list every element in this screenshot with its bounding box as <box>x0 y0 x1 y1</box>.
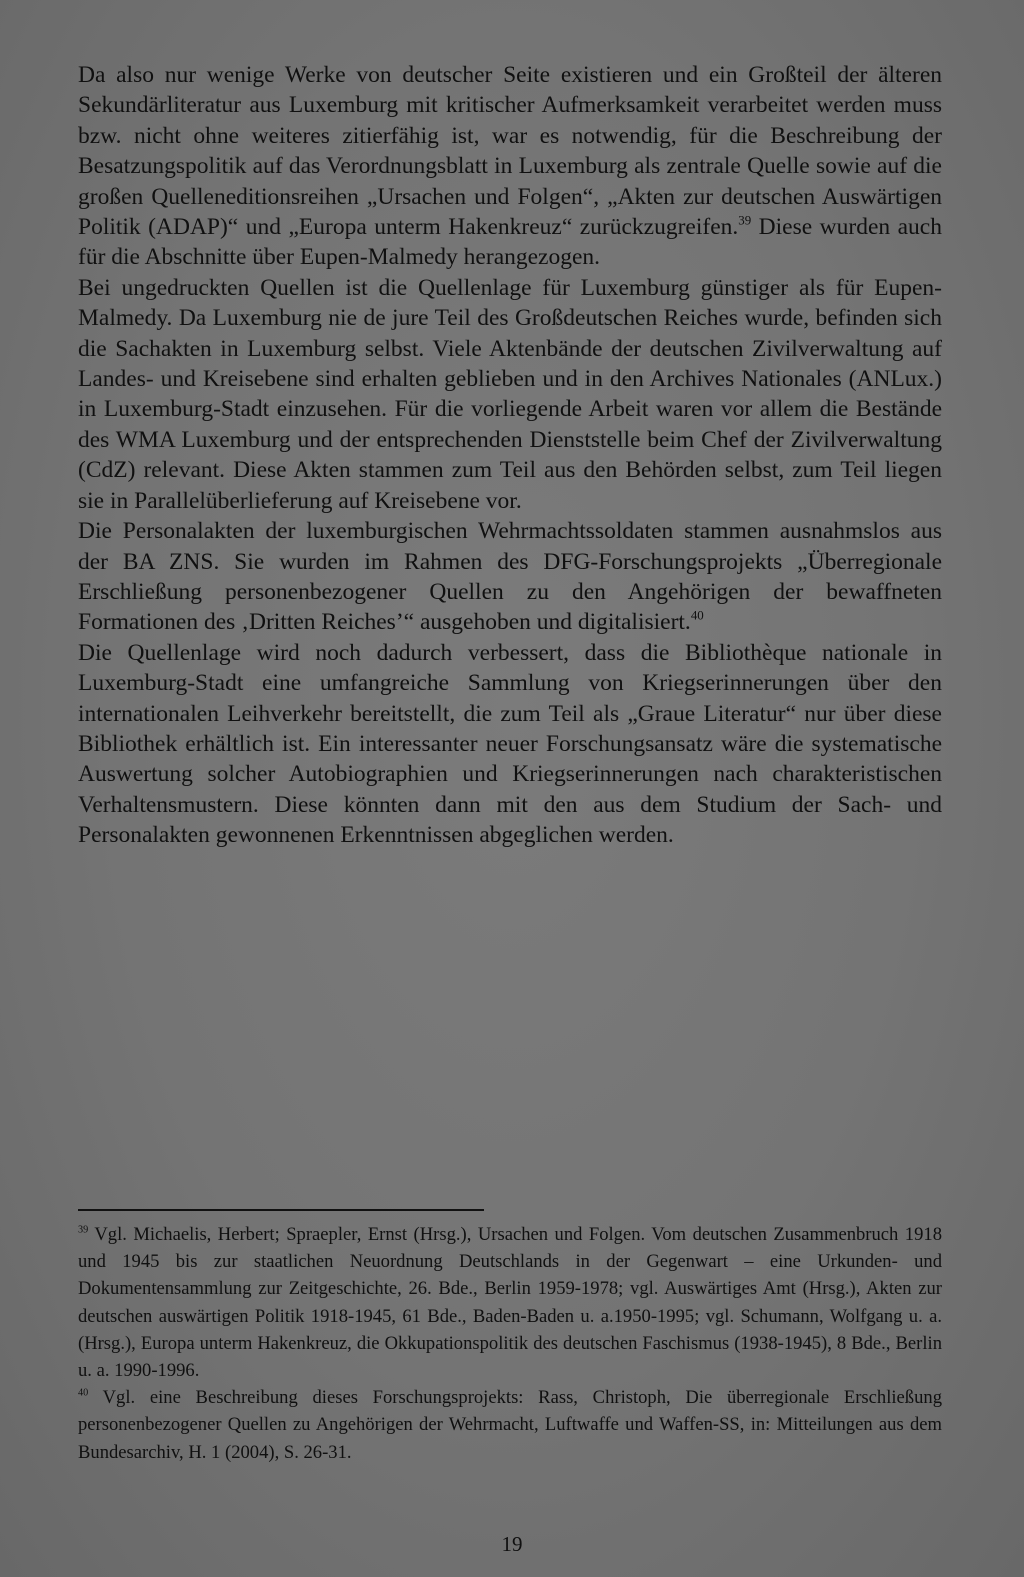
page-number: 19 <box>501 1532 523 1556</box>
footnotes <box>78 1221 942 1466</box>
footnote-text: Vgl. Michaelis, Herbert; Spraepler, Ernst (Hrsg.), Ursachen und Folgen. Vom deutschen Zusammenbruch 1918 und 1945 bis zur staatlichen Neuordnung Deutschlands in der Gegenwart – eine Urkunden- und Dokumentensammlung zur Zeitgeschichte, 26. Bde., Berlin 1959-1978; vgl. Auswärtiges Amt (Hrsg.), Akten zur deutschen auswärtigen Politik 1918-1945, 61 Bde., Baden-Baden u. a.1950-1995; vgl. Schumann, Wolfgang u. a. (Hrsg.), Europa unterm Hakenkreuz, die Okkupationspolitik des deutschen Faschismus (1938-1945), 8 Bde., Berlin u. a. 1990-1996. <box>78 1224 942 1382</box>
footnote-number: 39 <box>78 1224 89 1236</box>
paragraph-3 <box>78 516 942 638</box>
footnote-40 <box>78 1384 942 1466</box>
paragraph-text: Da also nur wenige Werke von deutscher Seite existieren und ein Großteil der älteren Sekundärliteratur aus Luxemburg mit kritischer Aufmerksamkeit verarbeitet werden muss bzw. nicht ohne weiteres zitierfähig ist, war es notwendig, für die Beschreibung der Besatzungspolitik auf das Verordnungsblatt in Luxemburg als zentrale Quelle sowie auf die großen Quelleneditionsreihen „Ursachen und Folgen“, „Akten zur deutschen Auswärtigen Politik (ADAP)“ und „Europa unterm Hakenkreuz“ zurückzugreifen. <box>78 62 942 241</box>
footnote-separator <box>78 1209 484 1211</box>
footnote-reference-40[interactable]: 40 <box>690 607 704 623</box>
paragraph-text-continued: Diese wurden auch für die Abschnitte über Eupen-Malmedy herangezogen. <box>78 214 942 271</box>
paragraph-text: Die Personalakten der luxemburgischen Wehrmachtssoldaten stammen ausnahmslos aus der BA ZNS. Sie wurden im Rahmen des DFG-Forschungsprojekts „Überregionale Erschließung personenbezogener Quellen zu den Angehörigen der bewaffneten Formationen des ‚Dritten Reiches’“ ausgehoben und digitalisiert. <box>78 518 942 636</box>
main-text <box>78 60 942 851</box>
paragraph-4 <box>78 638 942 851</box>
footnote-text: Vgl. eine Beschreibung dieses Forschungsprojekts: Rass, Christoph, Die überregionale Erschließung personenbezogener Quellen zu Angehörigen der Wehrmacht, Luftwaffe und Waffen-SS, in: Mitteilungen aus dem Bundesarchiv, H. 1 (2004), S. 26-31. <box>78 1387 942 1463</box>
footnote-reference-39[interactable]: 39 <box>738 212 752 228</box>
footnote-39 <box>78 1221 942 1384</box>
footnote-number: 40 <box>78 1387 89 1399</box>
paragraph-1 <box>78 60 942 273</box>
paragraph-text: Bei ungedruckten Quellen ist die Quellenlage für Luxemburg günstiger als für Eupen-Malmedy. Da Luxemburg nie de jure Teil des Großdeutschen Reiches wurde, befinden sich die Sachakten in Luxemburg selbst. Viele Aktenbände der deutschen Zivilverwaltung auf Landes- und Kreisebene sind erhalten geblieben und in den Archives Nationales (ANLux.) in Luxemburg-Stadt einzusehen. Für die vorliegende Arbeit waren vor allem die Bestände des WMA Luxemburg und der entsprechenden Dienststelle beim Chef der Zivilverwaltung (CdZ) relevant. Diese Akten stammen zum Teil aus den Behörden selbst, zum Teil liegen sie in Parallelüberlieferung auf Kreisebene vor. <box>78 274 942 514</box>
paragraph-text: Die Quellenlage wird noch dadurch verbessert, dass die Bibliothèque nationale in Luxemburg-Stadt eine umfangreiche Sammlung von Kriegserinnerungen über den internationalen Leihverkehr bereitstellt, die zum Teil als „Graue Literatur“ nur über diese Bibliothek erhältlich ist. Ein interessanter neuer Forschungsansatz wäre die systematische Auswertung solcher Autobiographien und Kriegserinnerungen nach charakteristischen Verhaltensmustern. Diese könnten dann mit den aus dem Studium der Sach- und Personalakten gewonnenen Erkenntnissen abgeglichen werden. <box>78 639 942 849</box>
paragraph-2 <box>78 273 942 516</box>
